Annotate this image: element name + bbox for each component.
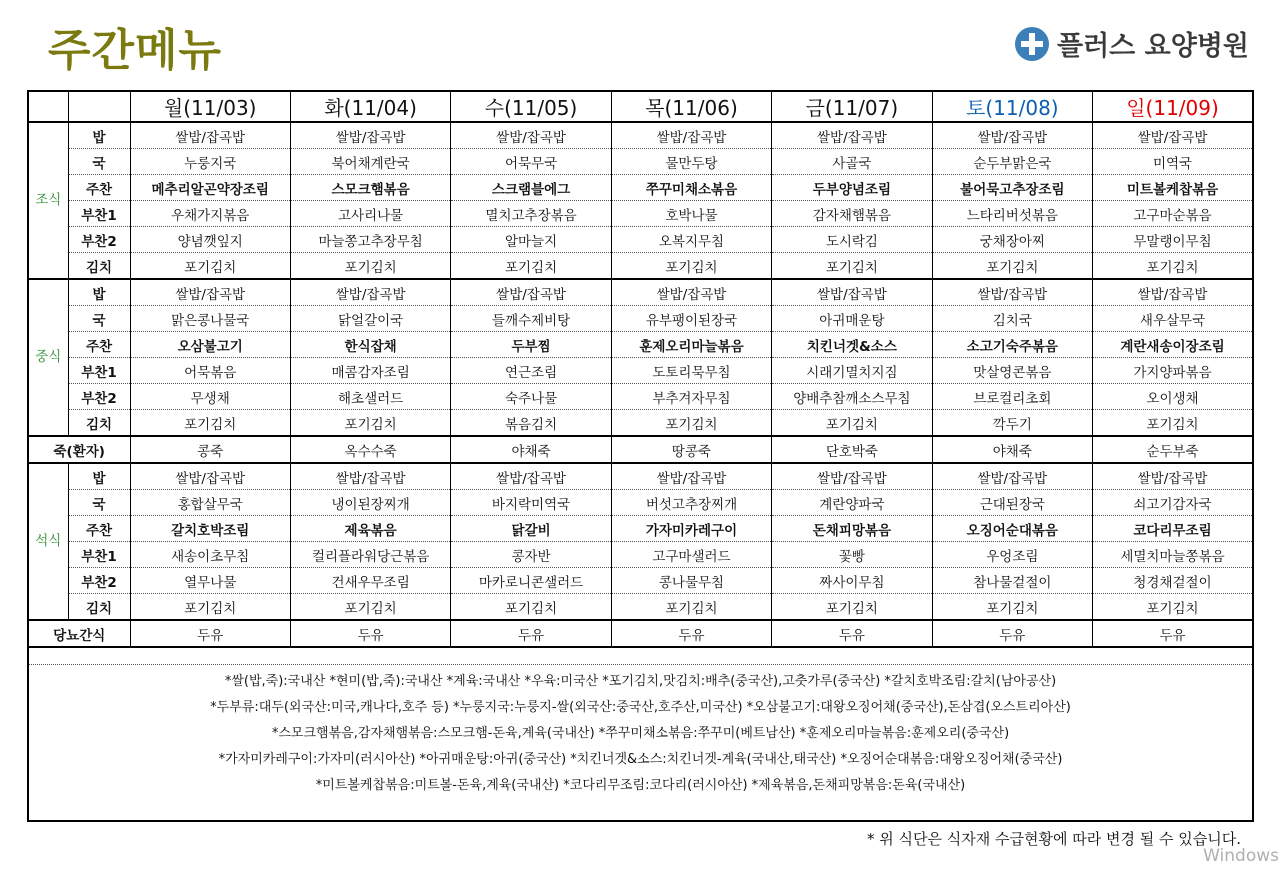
menu-cell: 두유 <box>1093 620 1253 647</box>
row-label: 국 <box>68 306 130 332</box>
origin-note-line: *쌀(밥,죽):국내산 *현미(밥,죽):국내산 *계육:국내산 *우육:미국산 *포기김치,맛김치:배추(중국산),고춧가루(중국산) *갈치호박조림:갈치(남아공산) <box>224 674 1057 689</box>
menu-cell: 양배추참깨소스무침 <box>772 384 932 410</box>
menu-cell: 순두부죽 <box>1093 436 1253 463</box>
menu-cell: 미트볼케찹볶음 <box>1093 175 1253 201</box>
menu-cell: 쌀밥/잡곡밥 <box>130 122 290 149</box>
row-label: 김치 <box>68 594 130 621</box>
menu-cell: 우채가지볶음 <box>130 201 290 227</box>
page-title: 주간메뉴 <box>48 25 223 76</box>
menu-cell: 포기김치 <box>130 410 290 437</box>
day-header: 금(11/07) <box>772 91 932 122</box>
day-header-sunday: 일(11/09) <box>1093 91 1253 122</box>
menu-cell: 쌀밥/잡곡밥 <box>290 279 450 306</box>
menu-cell: 누룽지국 <box>130 149 290 175</box>
menu-cell: 부추겨자무침 <box>611 384 771 410</box>
menu-cell: 포기김치 <box>772 253 932 280</box>
menu-cell: 돈채피망볶음 <box>772 516 932 542</box>
menu-cell: 짜사이무침 <box>772 568 932 594</box>
menu-cell: 포기김치 <box>932 594 1092 621</box>
menu-row <box>28 516 1253 542</box>
row-label: 부찬1 <box>68 201 130 227</box>
menu-row <box>28 594 1253 621</box>
corner-cell <box>28 91 68 122</box>
origin-note-line: *스모크햄볶음,감자채햄볶음:스모크햄-돈육,계육(국내산) *쭈꾸미채소볶음:쭈꾸미(베트남산) *훈제오리마늘볶음:훈제오리(중국산) <box>271 726 1010 741</box>
menu-cell: 깍두기 <box>932 410 1092 437</box>
menu-cell: 미역국 <box>1093 149 1253 175</box>
menu-cell: 두유 <box>772 620 932 647</box>
menu-cell: 쌀밥/잡곡밥 <box>611 279 771 306</box>
menu-cell: 두유 <box>290 620 450 647</box>
menu-cell: 계란양파국 <box>772 490 932 516</box>
menu-row <box>28 490 1253 516</box>
menu-cell: 닭갈비 <box>451 516 611 542</box>
menu-cell: 두부찜 <box>451 332 611 358</box>
menu-cell: 꽃빵 <box>772 542 932 568</box>
menu-cell: 쌀밥/잡곡밥 <box>772 122 932 149</box>
menu-cell: 포기김치 <box>130 594 290 621</box>
menu-cell: 쌀밥/잡곡밥 <box>451 463 611 490</box>
row-label: 국 <box>68 490 130 516</box>
menu-cell: 쌀밥/잡곡밥 <box>130 463 290 490</box>
day-header: 수(11/05) <box>451 91 611 122</box>
row-label: 김치 <box>68 410 130 437</box>
row-label: 밥 <box>68 122 130 149</box>
menu-cell: 건새우무조림 <box>290 568 450 594</box>
menu-cell: 열무나물 <box>130 568 290 594</box>
row-label: 부찬2 <box>68 384 130 410</box>
menu-row <box>28 410 1253 437</box>
row-label: 부찬1 <box>68 542 130 568</box>
menu-cell: 야채죽 <box>451 436 611 463</box>
menu-cell: 홍합살무국 <box>130 490 290 516</box>
menu-cell: 청경채겉절이 <box>1093 568 1253 594</box>
corner-cell <box>68 91 130 122</box>
menu-row <box>28 201 1253 227</box>
menu-cell: 콩나물무침 <box>611 568 771 594</box>
menu-cell: 김치국 <box>932 306 1092 332</box>
menu-cell: 순두부맑은국 <box>932 149 1092 175</box>
menu-cell: 호박나물 <box>611 201 771 227</box>
menu-row <box>28 306 1253 332</box>
menu-cell: 멸치고추장볶음 <box>451 201 611 227</box>
day-header: 화(11/04) <box>290 91 450 122</box>
menu-cell: 들깨수제비탕 <box>451 306 611 332</box>
menu-cell: 쌀밥/잡곡밥 <box>130 279 290 306</box>
menu-cell: 볶음김치 <box>451 410 611 437</box>
row-label: 밥 <box>68 279 130 306</box>
weekly-menu-table <box>27 90 1254 648</box>
origin-note-line: *가자미카레구이:가자미(러시아산) *아귀매운탕:아귀(중국산) *치킨너겟&소스:치킨너겟-계육(국내산,태국산) *오징어순대볶음:대왕오징어채(중국산) <box>218 752 1063 767</box>
menu-cell: 한식잡채 <box>290 332 450 358</box>
menu-cell: 두유 <box>932 620 1092 647</box>
menu-cell: 사골국 <box>772 149 932 175</box>
menu-cell: 브로컬리초회 <box>932 384 1092 410</box>
meal-label: 중식 <box>28 279 68 436</box>
menu-cell: 쌀밥/잡곡밥 <box>1093 279 1253 306</box>
row-label: 국 <box>68 149 130 175</box>
row-label: 부찬2 <box>68 227 130 253</box>
menu-cell: 우엉조림 <box>932 542 1092 568</box>
menu-cell: 마늘쫑고추장무침 <box>290 227 450 253</box>
footer-note: * 위 식단은 식자재 수급현황에 따라 변경 될 수 있습니다. <box>867 830 1241 848</box>
windows-watermark: Windows <box>1203 846 1279 866</box>
menu-cell: 치킨너겟&소스 <box>772 332 932 358</box>
menu-cell: 가자미카레구이 <box>611 516 771 542</box>
menu-cell: 쌀밥/잡곡밥 <box>1093 463 1253 490</box>
day-header-row <box>28 91 1253 122</box>
origin-note-line: *미트볼케찹볶음:미트볼-돈육,계육(국내산) *코다리무조림:코다리(러시아산) *제육볶음,돈채피망볶음:돈육(국내산) <box>315 778 966 793</box>
menu-cell: 물만두탕 <box>611 149 771 175</box>
menu-row <box>28 568 1253 594</box>
row-label: 주찬 <box>68 332 130 358</box>
row-label: 밥 <box>68 463 130 490</box>
blank-row <box>29 640 1252 665</box>
menu-cell: 포기김치 <box>772 594 932 621</box>
menu-row <box>28 175 1253 201</box>
menu-cell: 포기김치 <box>772 410 932 437</box>
menu-cell: 포기김치 <box>451 594 611 621</box>
row-label: 주찬 <box>68 516 130 542</box>
menu-cell: 메추리알곤약장조림 <box>130 175 290 201</box>
menu-cell: 포기김치 <box>932 253 1092 280</box>
menu-cell: 닭얼갈이국 <box>290 306 450 332</box>
menu-cell: 쌀밥/잡곡밥 <box>611 122 771 149</box>
menu-cell: 양념깻잎지 <box>130 227 290 253</box>
menu-cell: 쌀밥/잡곡밥 <box>611 463 771 490</box>
menu-cell: 쌀밥/잡곡밥 <box>290 463 450 490</box>
menu-cell: 고사리나물 <box>290 201 450 227</box>
menu-cell: 해초샐러드 <box>290 384 450 410</box>
menu-row <box>28 149 1253 175</box>
row-label: 김치 <box>68 253 130 280</box>
menu-cell: 포기김치 <box>290 594 450 621</box>
menu-cell: 쌀밥/잡곡밥 <box>451 279 611 306</box>
meal-label: 석식 <box>28 463 68 620</box>
day-header: 목(11/06) <box>611 91 771 122</box>
menu-cell: 느타리버섯볶음 <box>932 201 1092 227</box>
menu-cell: 스모크햄볶음 <box>290 175 450 201</box>
menu-cell: 숙주나물 <box>451 384 611 410</box>
origin-note-line: *두부류:대두(외국산:미국,캐나다,호주 등) *누룽지국:누룽지-쌀(외국산:중국산,호주산,미국산) *오삼불고기:대왕오징어채(중국산),돈삼겹(오스트리아산) <box>210 700 1071 715</box>
menu-cell: 시래기멸치지짐 <box>772 358 932 384</box>
row-label: 당뇨간식 <box>28 620 130 647</box>
menu-cell: 쌀밥/잡곡밥 <box>451 122 611 149</box>
menu-row <box>28 122 1253 149</box>
menu-cell: 두유 <box>611 620 771 647</box>
menu-cell: 포기김치 <box>130 253 290 280</box>
menu-cell: 참나물겉절이 <box>932 568 1092 594</box>
menu-row <box>28 279 1253 306</box>
menu-cell: 무생채 <box>130 384 290 410</box>
menu-cell: 옥수수죽 <box>290 436 450 463</box>
menu-cell: 두부양념조림 <box>772 175 932 201</box>
menu-cell: 두유 <box>451 620 611 647</box>
menu-cell: 불어묵고추장조림 <box>932 175 1092 201</box>
menu-cell: 쌀밥/잡곡밥 <box>772 463 932 490</box>
menu-cell: 포기김치 <box>290 253 450 280</box>
menu-cell: 맑은콩나물국 <box>130 306 290 332</box>
menu-cell: 도토리묵무침 <box>611 358 771 384</box>
menu-cell: 갈치호박조림 <box>130 516 290 542</box>
row-label: 죽(환자) <box>28 436 130 463</box>
menu-cell: 코다리무조림 <box>1093 516 1253 542</box>
menu-cell: 감자채햄볶음 <box>772 201 932 227</box>
menu-cell: 마카로니콘샐러드 <box>451 568 611 594</box>
menu-cell: 냉이된장찌개 <box>290 490 450 516</box>
menu-cell: 어묵무국 <box>451 149 611 175</box>
menu-cell: 쇠고기감자국 <box>1093 490 1253 516</box>
menu-cell: 알마늘지 <box>451 227 611 253</box>
day-header: 월(11/03) <box>130 91 290 122</box>
menu-cell: 포기김치 <box>611 594 771 621</box>
day-header-saturday: 토(11/08) <box>932 91 1092 122</box>
menu-cell: 새우살무국 <box>1093 306 1253 332</box>
menu-cell: 포기김치 <box>290 410 450 437</box>
menu-cell: 포기김치 <box>1093 253 1253 280</box>
menu-cell: 도시락김 <box>772 227 932 253</box>
menu-cell: 오이생채 <box>1093 384 1253 410</box>
menu-cell: 가지양파볶음 <box>1093 358 1253 384</box>
menu-cell: 아귀매운탕 <box>772 306 932 332</box>
menu-cell: 쌀밥/잡곡밥 <box>932 279 1092 306</box>
menu-cell: 바지락미역국 <box>451 490 611 516</box>
menu-cell: 근대된장국 <box>932 490 1092 516</box>
menu-cell: 쌀밥/잡곡밥 <box>290 122 450 149</box>
menu-row <box>28 253 1253 280</box>
menu-cell: 새송이초무침 <box>130 542 290 568</box>
menu-cell: 땅콩죽 <box>611 436 771 463</box>
menu-cell: 매콤감자조림 <box>290 358 450 384</box>
menu-cell: 오징어순대볶음 <box>932 516 1092 542</box>
menu-cell: 포기김치 <box>611 253 771 280</box>
menu-cell: 소고기숙주볶음 <box>932 332 1092 358</box>
menu-cell: 고구마순볶음 <box>1093 201 1253 227</box>
menu-cell: 포기김치 <box>1093 594 1253 621</box>
menu-cell: 계란새송이장조림 <box>1093 332 1253 358</box>
menu-cell: 고구마샐러드 <box>611 542 771 568</box>
menu-cell: 쭈꾸미채소볶음 <box>611 175 771 201</box>
menu-cell: 스크램블에그 <box>451 175 611 201</box>
hospital-name: 플러스 요양병원 <box>1057 31 1249 62</box>
menu-cell: 콩죽 <box>130 436 290 463</box>
menu-cell: 연근조림 <box>451 358 611 384</box>
meal-label: 조식 <box>28 122 68 279</box>
menu-row <box>28 227 1253 253</box>
menu-cell: 궁채장아찌 <box>932 227 1092 253</box>
menu-cell: 쌀밥/잡곡밥 <box>1093 122 1253 149</box>
menu-cell: 맛살영콘볶음 <box>932 358 1092 384</box>
menu-cell: 쌀밥/잡곡밥 <box>932 463 1092 490</box>
origin-notes <box>27 640 1254 822</box>
menu-cell: 콩자반 <box>451 542 611 568</box>
menu-cell: 오복지무침 <box>611 227 771 253</box>
menu-row <box>28 436 1253 463</box>
menu-row <box>28 358 1253 384</box>
menu-cell: 오삼불고기 <box>130 332 290 358</box>
menu-cell: 유부팽이된장국 <box>611 306 771 332</box>
menu-row <box>28 542 1253 568</box>
menu-cell: 세멸치마늘쫑볶음 <box>1093 542 1253 568</box>
menu-cell: 쌀밥/잡곡밥 <box>932 122 1092 149</box>
menu-cell: 무말랭이무침 <box>1093 227 1253 253</box>
menu-row <box>28 332 1253 358</box>
menu-cell: 북어채계란국 <box>290 149 450 175</box>
menu-cell: 쌀밥/잡곡밥 <box>772 279 932 306</box>
menu-cell: 포기김치 <box>451 253 611 280</box>
row-label: 부찬2 <box>68 568 130 594</box>
row-label: 주찬 <box>68 175 130 201</box>
menu-cell: 버섯고추장찌개 <box>611 490 771 516</box>
menu-row <box>28 463 1253 490</box>
menu-row <box>28 384 1253 410</box>
menu-cell: 포기김치 <box>611 410 771 437</box>
menu-cell: 훈제오리마늘볶음 <box>611 332 771 358</box>
menu-cell: 포기김치 <box>1093 410 1253 437</box>
menu-cell: 단호박죽 <box>772 436 932 463</box>
menu-cell: 제육볶음 <box>290 516 450 542</box>
hospital-brand <box>1015 24 1249 63</box>
menu-cell: 두유 <box>130 620 290 647</box>
row-label: 부찬1 <box>68 358 130 384</box>
menu-cell: 어묵볶음 <box>130 358 290 384</box>
menu-cell: 야채죽 <box>932 436 1092 463</box>
plus-cross-icon <box>1015 27 1049 61</box>
menu-cell: 컬리플라워당근볶음 <box>290 542 450 568</box>
